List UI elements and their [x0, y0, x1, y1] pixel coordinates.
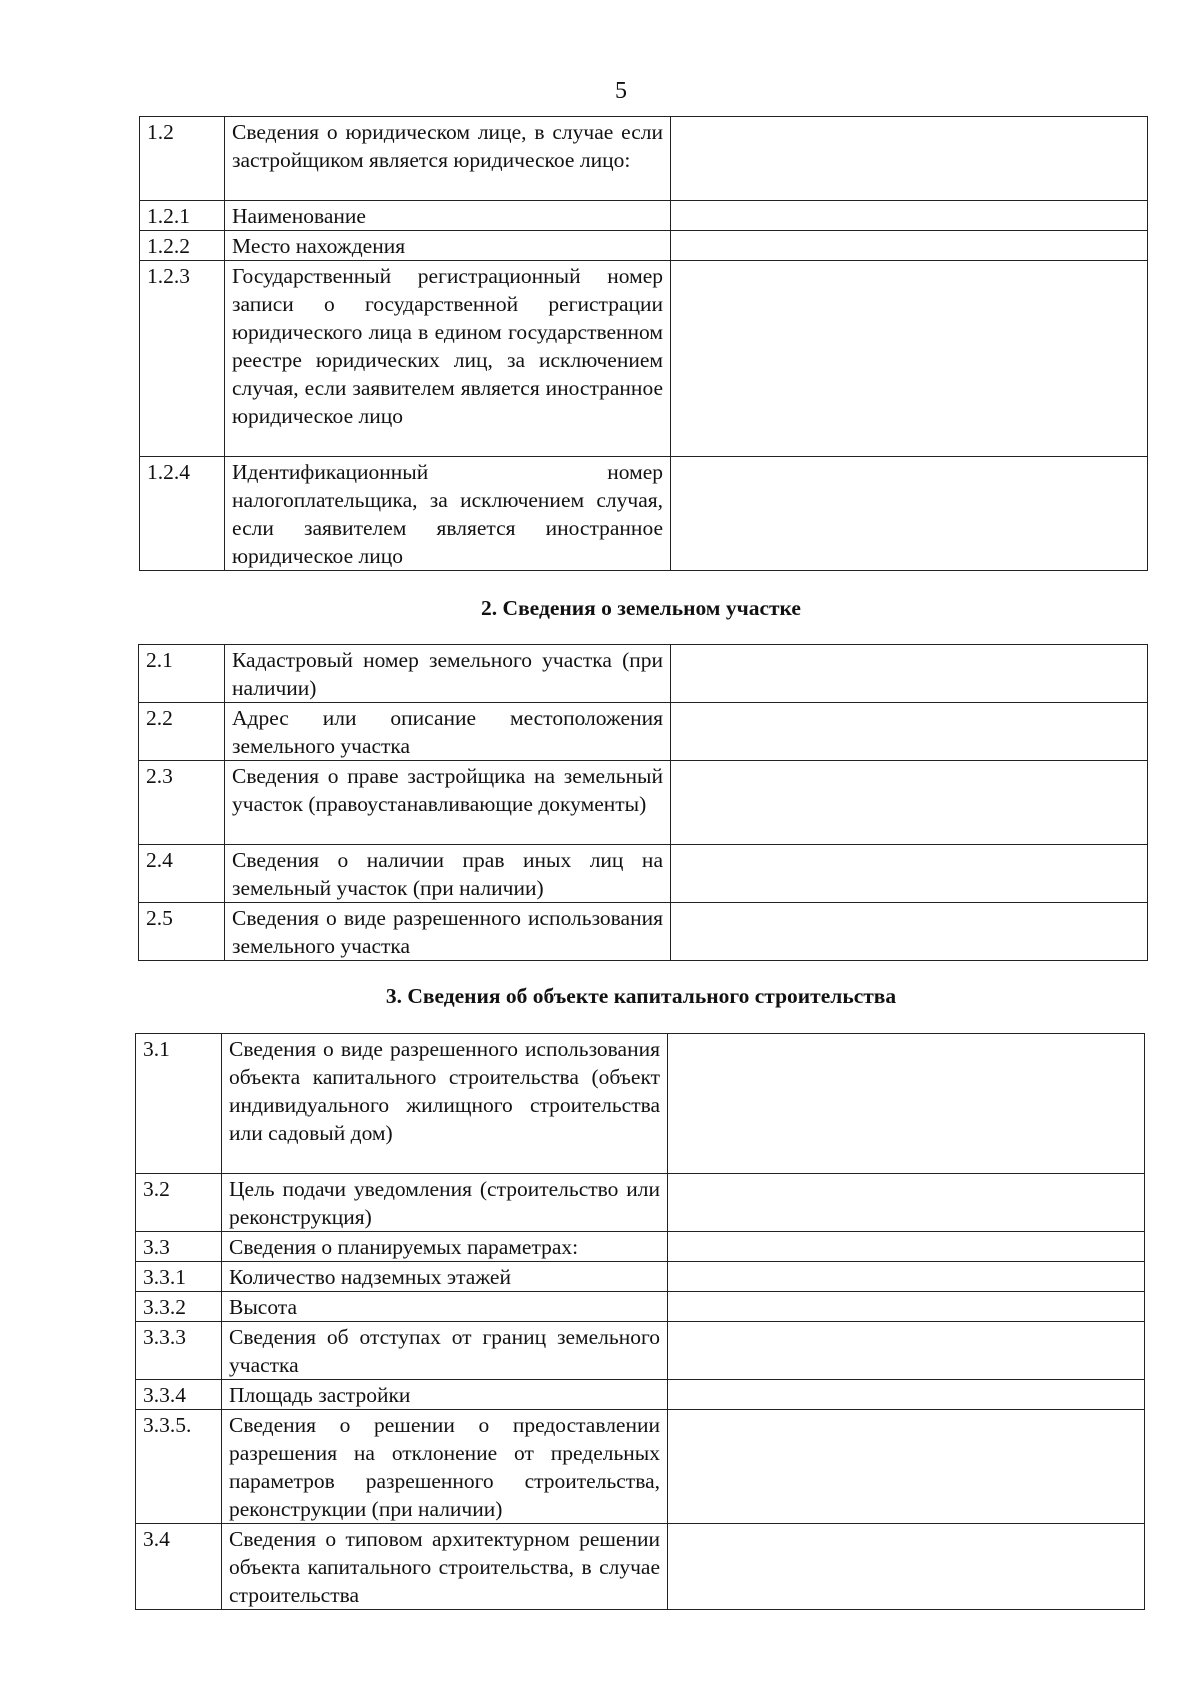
table-row [140, 261, 1148, 457]
row-label: Адрес или описание местоположения земельного участка [225, 703, 671, 761]
row-label: Сведения о планируемых параметрах: [222, 1232, 668, 1262]
row-value-field[interactable] [671, 201, 1148, 231]
table-row [136, 1174, 1145, 1232]
table-row [139, 845, 1148, 903]
row-value-field[interactable] [668, 1292, 1145, 1322]
row-label: Сведения о виде разрешенного использования объекта капитального строительства (объект индивидуального жилищного строительства или садовый дом) [222, 1034, 668, 1174]
row-number: 3.1 [136, 1034, 222, 1174]
row-label: Кадастровый номер земельного участка (при наличии) [225, 645, 671, 703]
row-value-field[interactable] [668, 1380, 1145, 1410]
row-number: 3.4 [136, 1524, 222, 1610]
row-label: Количество надземных этажей [222, 1262, 668, 1292]
page-number: 5 [615, 78, 627, 104]
row-number: 1.2.1 [140, 201, 225, 231]
table-row [136, 1410, 1145, 1524]
row-label: Сведения о типовом архитектурном решении объекта капитального строительства, в случае строительства [222, 1524, 668, 1610]
table-row [136, 1262, 1145, 1292]
row-value-field[interactable] [671, 261, 1148, 457]
row-label: Высота [222, 1292, 668, 1322]
row-label: Государственный регистрационный номер записи о государственной регистрации юридического лица в едином государственном реестре юридических лиц, за исключением случая, если заявителем является иностранное юридическое лицо [225, 261, 671, 457]
table-row [136, 1524, 1145, 1610]
row-value-field[interactable] [671, 903, 1148, 961]
table-row [140, 201, 1148, 231]
row-value-field[interactable] [671, 231, 1148, 261]
section-3-title: 3. Сведения об объекте капитального строительства [385, 984, 897, 1008]
table-row [140, 231, 1148, 261]
table-row [140, 457, 1148, 571]
row-number: 2.4 [139, 845, 225, 903]
row-label: Место нахождения [225, 231, 671, 261]
row-number: 1.2.2 [140, 231, 225, 261]
row-label: Наименование [225, 201, 671, 231]
row-number: 1.2.3 [140, 261, 225, 457]
table-row [136, 1322, 1145, 1380]
row-value-field[interactable] [671, 845, 1148, 903]
row-value-field[interactable] [671, 645, 1148, 703]
table-row [139, 903, 1148, 961]
table-row [139, 703, 1148, 761]
row-label: Сведения о праве застройщика на земельный участок (правоустанавливающие документы) [225, 761, 671, 845]
table-row [136, 1232, 1145, 1262]
row-label: Сведения о виде разрешенного использования земельного участка [225, 903, 671, 961]
row-value-field[interactable] [671, 117, 1148, 201]
table-row [136, 1034, 1145, 1174]
table-row [136, 1380, 1145, 1410]
row-label: Цель подачи уведомления (строительство или реконструкция) [222, 1174, 668, 1232]
row-number: 3.3.4 [136, 1380, 222, 1410]
table-row [140, 117, 1148, 201]
row-value-field[interactable] [668, 1524, 1145, 1610]
row-number: 3.3 [136, 1232, 222, 1262]
row-label: Сведения о наличии прав иных лиц на земельный участок (при наличии) [225, 845, 671, 903]
legal-entity-table [139, 116, 1148, 571]
row-label: Сведения о юридическом лице, в случае если застройщиком является юридическое лицо: [225, 117, 671, 201]
row-value-field[interactable] [668, 1174, 1145, 1232]
row-value-field[interactable] [668, 1322, 1145, 1380]
row-number: 3.3.2 [136, 1292, 222, 1322]
row-value-field[interactable] [671, 703, 1148, 761]
row-number: 3.3.1 [136, 1262, 222, 1292]
row-label: Идентификационный номер налогоплательщика, за исключением случая, если заявителем является иностранное юридическое лицо [225, 457, 671, 571]
table-row [139, 761, 1148, 845]
row-value-field[interactable] [671, 761, 1148, 845]
row-number: 1.2.4 [140, 457, 225, 571]
table-row [136, 1292, 1145, 1322]
row-value-field[interactable] [668, 1232, 1145, 1262]
land-plot-table [138, 644, 1148, 961]
row-value-field[interactable] [671, 457, 1148, 571]
row-number: 2.3 [139, 761, 225, 845]
construction-object-table [135, 1033, 1145, 1610]
row-number: 3.2 [136, 1174, 222, 1232]
row-value-field[interactable] [668, 1034, 1145, 1174]
row-label: Сведения об отступах от границ земельного участка [222, 1322, 668, 1380]
row-number: 2.2 [139, 703, 225, 761]
row-number: 2.1 [139, 645, 225, 703]
row-label: Площадь застройки [222, 1380, 668, 1410]
row-label: Сведения о решении о предоставлении разрешения на отклонение от предельных параметров разрешенного строительства, реконструкции (при наличии) [222, 1410, 668, 1524]
row-value-field[interactable] [668, 1410, 1145, 1524]
table-row [139, 645, 1148, 703]
row-number: 3.3.5. [136, 1410, 222, 1524]
row-number: 1.2 [140, 117, 225, 201]
row-value-field[interactable] [668, 1262, 1145, 1292]
row-number: 3.3.3 [136, 1322, 222, 1380]
section-2-title: 2. Сведения о земельном участке [481, 596, 801, 620]
row-number: 2.5 [139, 903, 225, 961]
